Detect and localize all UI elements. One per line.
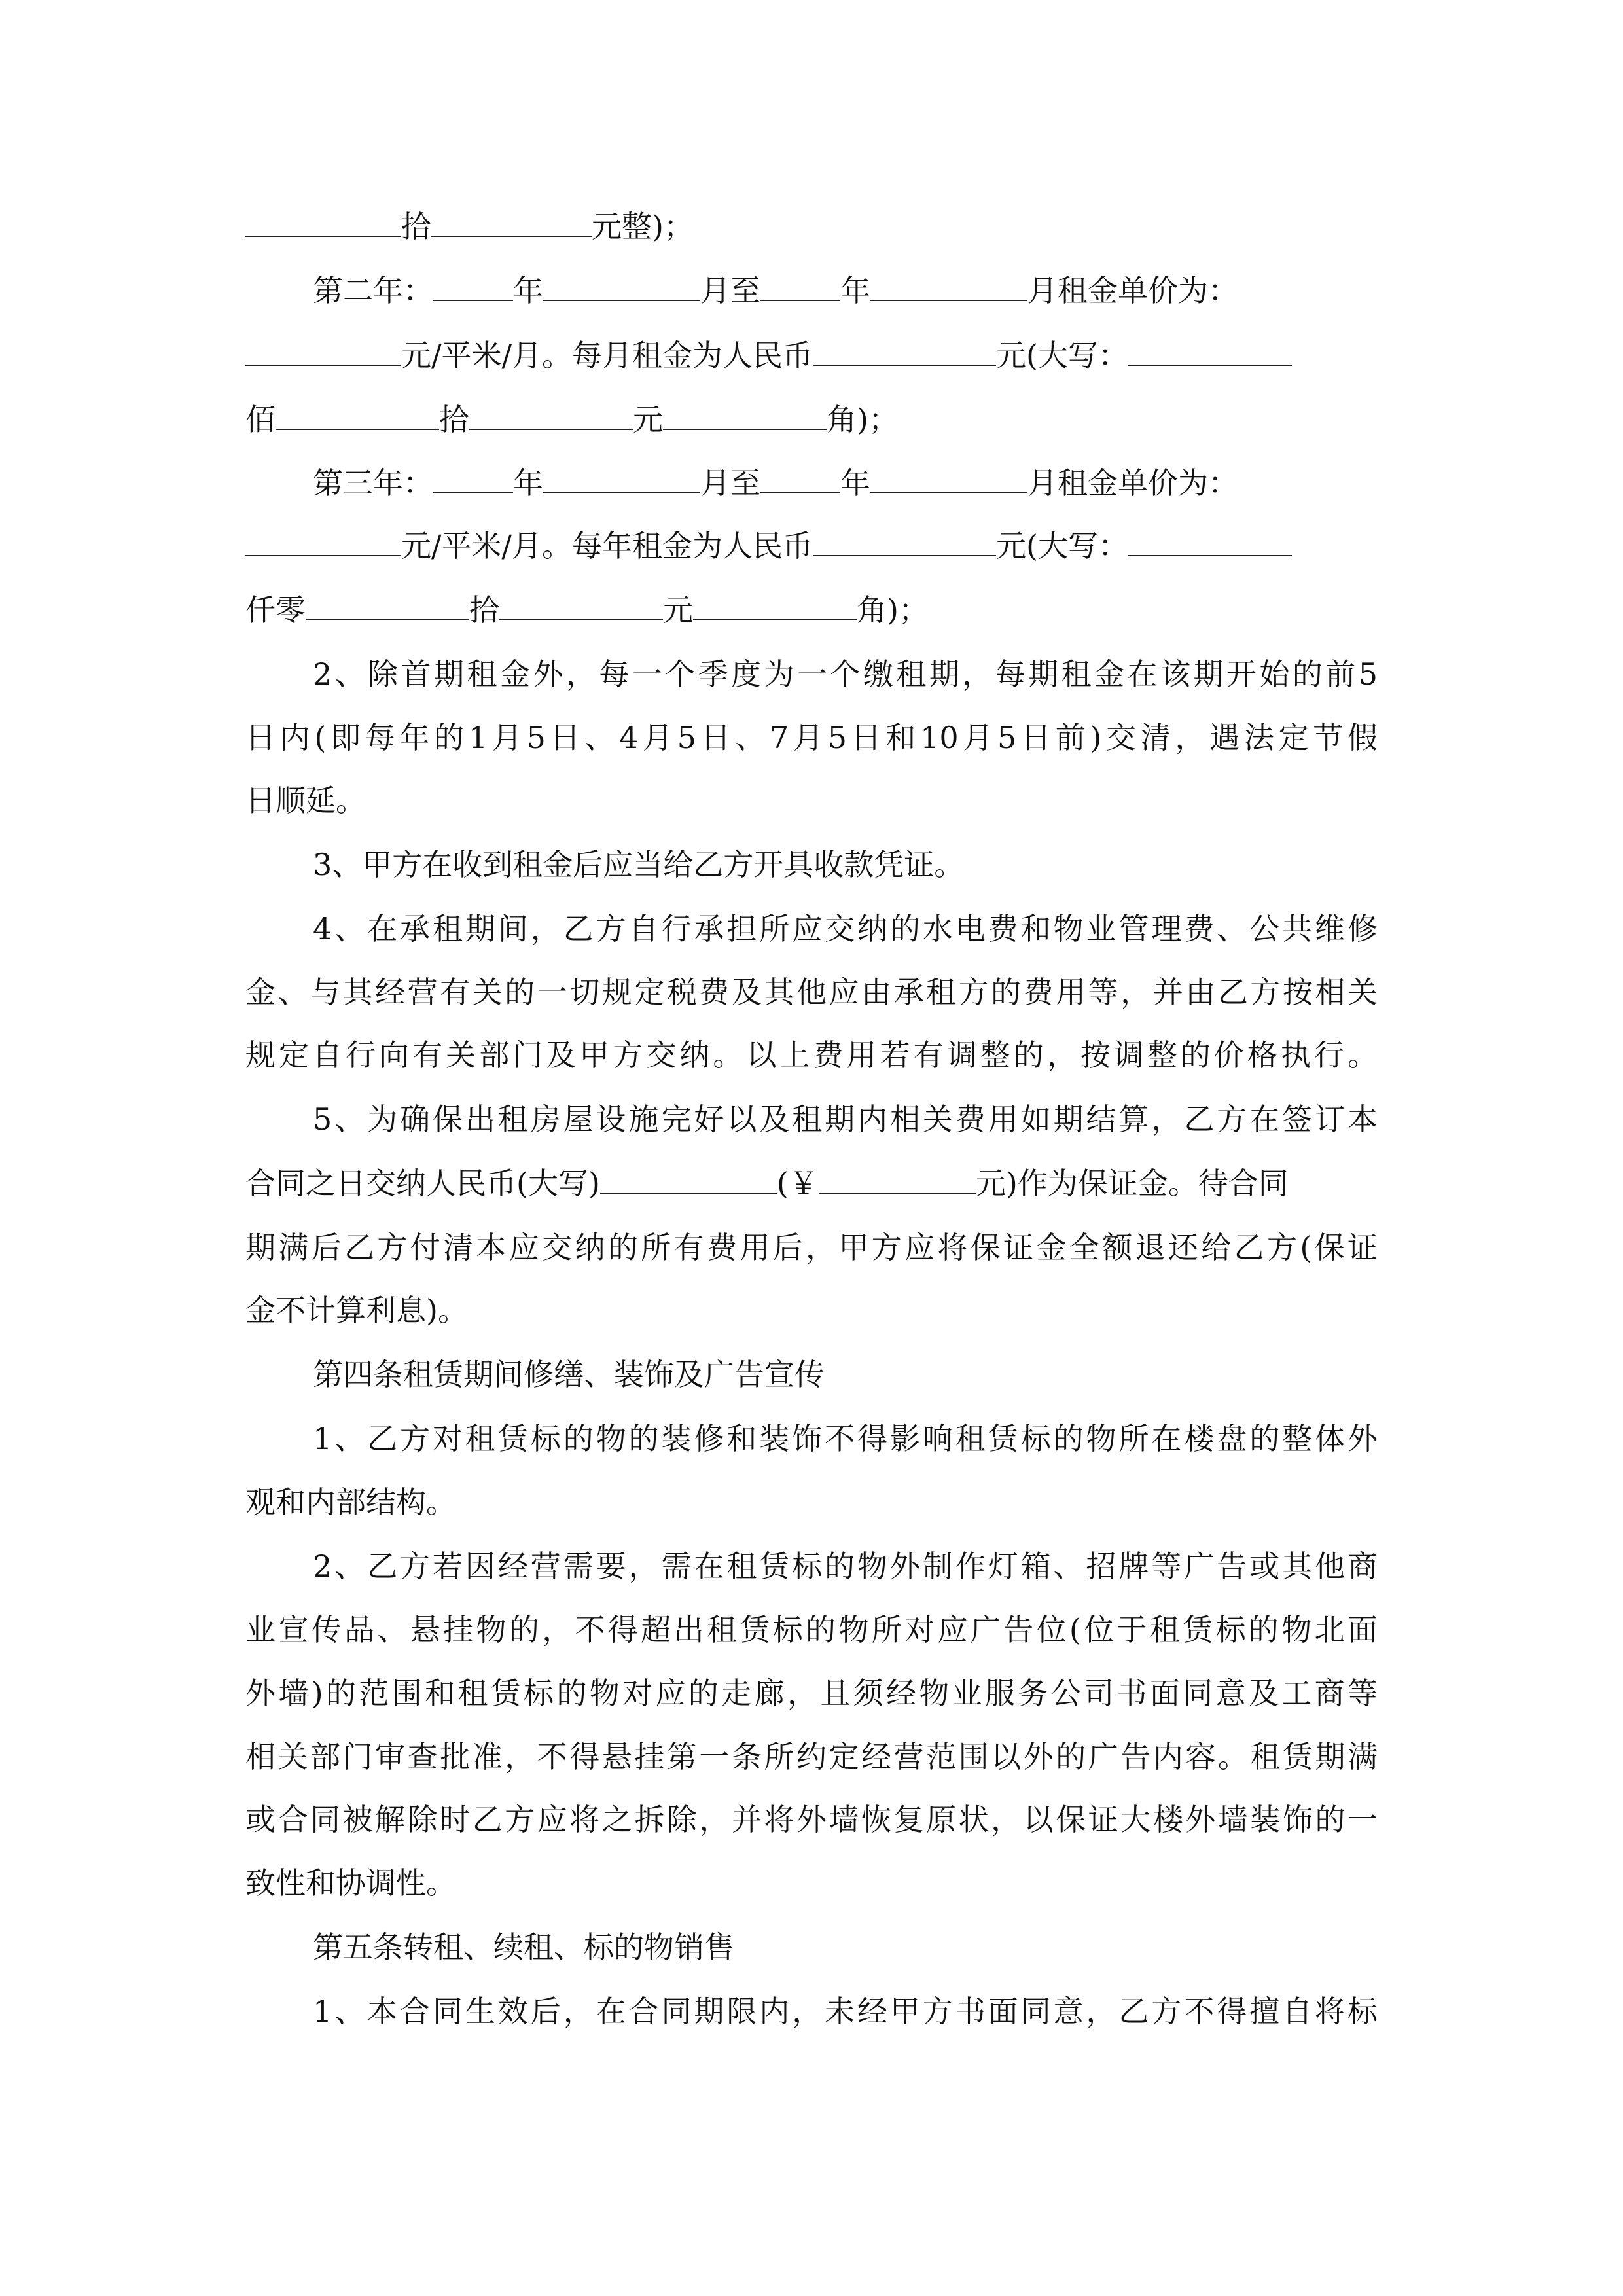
text: 月租金单价为： bbox=[1027, 273, 1238, 308]
blank bbox=[306, 590, 469, 620]
paragraph-line: 日内(即每年的1月5日、4月5日、7月5日和10月5日前)交清，遇法定节假 bbox=[245, 720, 1378, 755]
blank bbox=[819, 1164, 976, 1194]
blank bbox=[543, 463, 700, 493]
text: 仟零 bbox=[245, 592, 306, 628]
paragraph-line: 日顺延。 bbox=[245, 783, 366, 818]
text: 元/平米/月。每月租金为人民币 bbox=[401, 338, 813, 373]
paragraph-line: 2、乙方若因经营需要，需在租赁标的物外制作灯箱、招牌等广告或其他商 bbox=[313, 1549, 1378, 1584]
line-1 bbox=[245, 207, 1378, 246]
blank bbox=[870, 271, 1027, 301]
blank bbox=[245, 207, 401, 237]
text: (￥ bbox=[776, 1166, 819, 1201]
blank bbox=[870, 463, 1027, 493]
text: 元)作为保证金。待合同 bbox=[975, 1166, 1289, 1201]
paragraph-line: 4、在承租期间，乙方自行承担所应交纳的水电费和物业管理费、公共维修 bbox=[313, 911, 1378, 946]
blank bbox=[693, 590, 857, 620]
blank bbox=[433, 463, 513, 493]
paragraph-line: 业宣传品、悬挂物的，不得超出租赁标的物所对应广告位(位于租赁标的物北面 bbox=[245, 1612, 1378, 1647]
blank bbox=[760, 463, 840, 493]
line-5 bbox=[313, 463, 1378, 503]
section-heading: 第四条租赁期间修缮、装饰及广告宣传 bbox=[313, 1357, 825, 1392]
text: 第三年： bbox=[313, 465, 433, 501]
line-3 bbox=[245, 336, 1378, 375]
section-heading: 第五条转租、续租、标的物销售 bbox=[313, 1929, 734, 1965]
paragraph-line: 观和内部结构。 bbox=[245, 1484, 456, 1520]
blank bbox=[499, 590, 663, 620]
blank bbox=[431, 207, 592, 237]
paragraph-line: 外墙)的范围和租赁标的物对应的走廊，且须经物业服务公司书面同意及工商等 bbox=[245, 1676, 1378, 1711]
paragraph-line: 1、乙方对租赁标的物的装修和装饰不得影响租赁标的物所在楼盘的整体外 bbox=[313, 1421, 1378, 1456]
text: 元(大写： bbox=[996, 528, 1128, 564]
paragraph-line: 相关部门审查批准，不得悬挂第一条所约定经营范围以外的广告内容。租赁期满 bbox=[245, 1739, 1378, 1774]
line-4 bbox=[245, 400, 1378, 439]
paragraph-line: 或合同被解除时乙方应将之拆除，并将外墙恢复原状，以保证大楼外墙装饰的一 bbox=[245, 1802, 1378, 1837]
line-6 bbox=[245, 526, 1378, 565]
blank bbox=[245, 526, 401, 556]
text: 第二年： bbox=[313, 273, 433, 308]
blank bbox=[760, 271, 840, 301]
blank bbox=[433, 271, 513, 301]
line-2 bbox=[313, 271, 1378, 310]
paragraph-line: 规定自行向有关部门及甲方交纳。以上费用若有调整的，按调整的价格执行。 bbox=[245, 1037, 1378, 1073]
paragraph-line: 3、甲方在收到租金后应当给乙方开具收款凭证。 bbox=[313, 847, 965, 882]
text: 年 bbox=[840, 465, 870, 501]
text: 拾 bbox=[469, 592, 499, 628]
paragraph-line: 期满后乙方付清本应交纳的所有费用后，甲方应将保证金全额退还给乙方(保证 bbox=[245, 1230, 1378, 1265]
text: 年 bbox=[840, 273, 870, 308]
paragraph-line: 致性和协调性。 bbox=[245, 1865, 456, 1901]
text: 合同之日交纳人民币(大写) bbox=[245, 1166, 600, 1201]
text: 元/平米/月。每年租金为人民币 bbox=[401, 528, 813, 564]
text: 月租金单价为： bbox=[1027, 465, 1238, 501]
blank bbox=[813, 526, 996, 556]
text: 拾 bbox=[439, 402, 469, 437]
blank bbox=[1128, 526, 1292, 556]
text: 元(大写： bbox=[996, 338, 1128, 373]
text: 年 bbox=[513, 273, 543, 308]
text: 佰 bbox=[245, 402, 276, 437]
text: 月至 bbox=[700, 465, 760, 501]
blank bbox=[276, 400, 439, 430]
blank bbox=[813, 336, 996, 366]
paragraph-line: 1、本合同生效后，在合同期限内，未经甲方书面同意，乙方不得擅自将标 bbox=[313, 1994, 1378, 2029]
paragraph-line: 2、除首期租金外，每一个季度为一个缴租期，每期租金在该期开始的前5 bbox=[313, 656, 1378, 692]
text: 月至 bbox=[700, 273, 760, 308]
blank bbox=[543, 271, 700, 301]
text: 元 bbox=[633, 402, 663, 437]
blank bbox=[600, 1164, 777, 1194]
paragraph-line: 5、为确保出租房屋设施完好以及租期内相关费用如期结算，乙方在签订本 bbox=[313, 1102, 1378, 1137]
paragraph-line: 金不计算利息)。 bbox=[245, 1293, 468, 1328]
text: 年 bbox=[513, 465, 543, 501]
text: 角)； bbox=[857, 592, 929, 628]
line-7 bbox=[245, 590, 1378, 630]
blank bbox=[663, 400, 827, 430]
deposit-line bbox=[245, 1164, 1378, 1203]
blank bbox=[245, 336, 401, 366]
text: 元整)； bbox=[592, 209, 694, 244]
blank bbox=[469, 400, 633, 430]
text: 角)； bbox=[827, 402, 899, 437]
text: 元 bbox=[663, 592, 693, 628]
paragraph-line: 金、与其经营有关的一切规定税费及其他应由承租方的费用等，并由乙方按相关 bbox=[245, 975, 1378, 1010]
text: 拾 bbox=[401, 209, 431, 244]
blank bbox=[1128, 336, 1292, 366]
